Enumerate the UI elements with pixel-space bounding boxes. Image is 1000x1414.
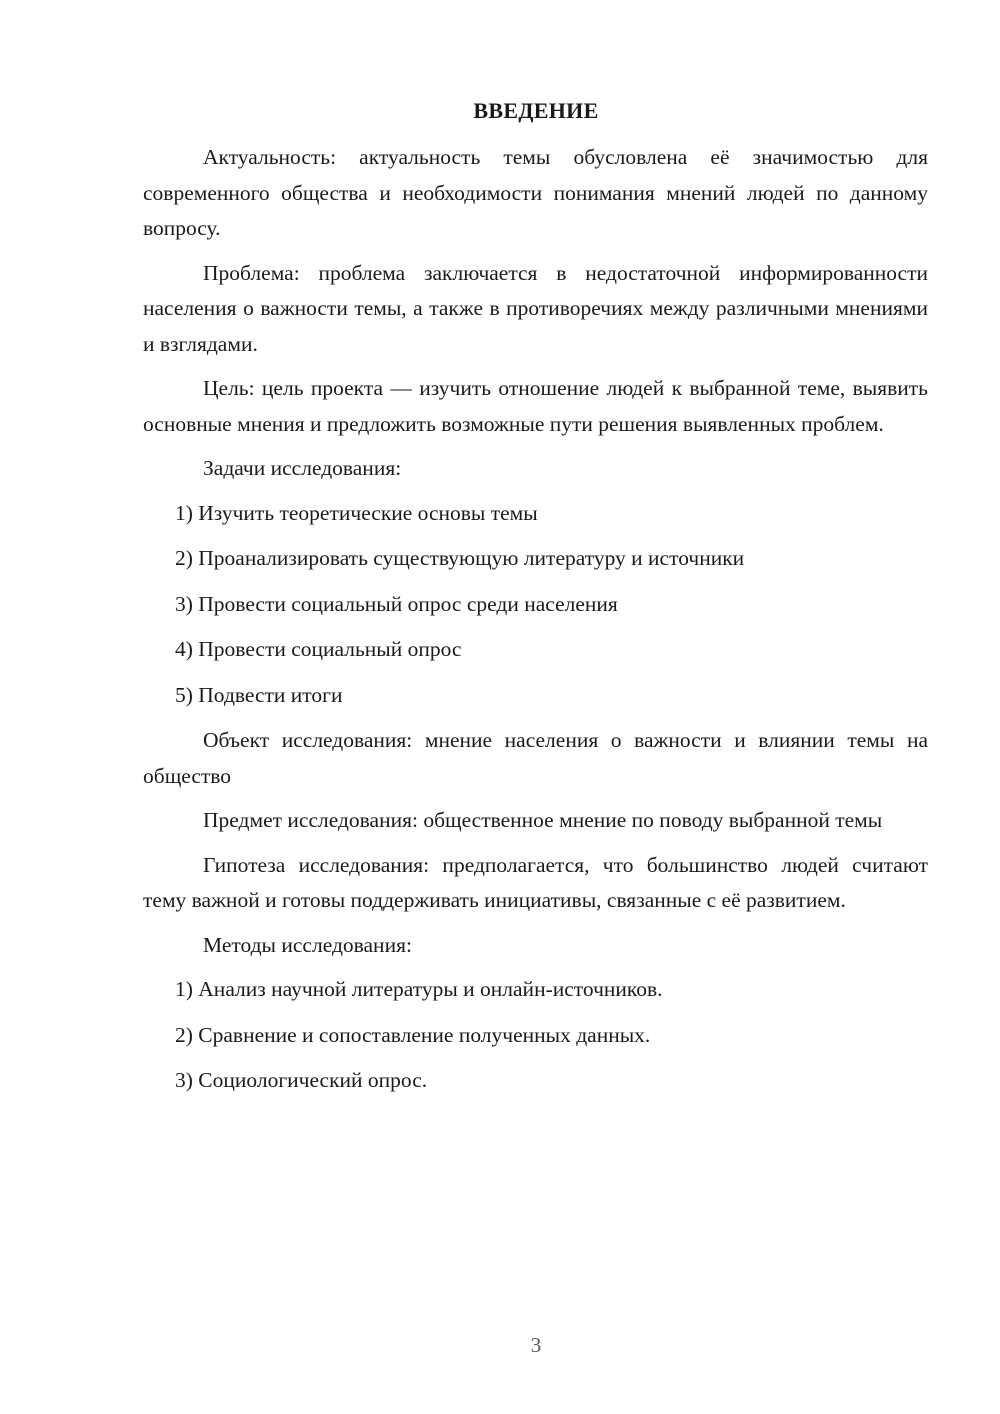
list-item: 1) Изучить теоретические основы темы [175, 500, 538, 525]
list-item: 1) Анализ научной литературы и онлайн-источников. [175, 977, 663, 1001]
list-item: 2) Сравнение и сопоставление полученных данных. [175, 1022, 651, 1047]
object-paragraph: Объект исследования: мнение населения о важности и влиянии темы на общество [143, 728, 928, 788]
page-number: 3 [530, 1333, 542, 1357]
tasks-heading: Задачи исследования: [203, 456, 402, 480]
list-item: 3) Провести социальный опрос среди населения [175, 591, 618, 616]
hypothesis-paragraph: Гипотеза исследования: предполагается, что большинство людей считают тему важной и готовы поддерживать инициативы, связанные с её развитием. [143, 852, 928, 912]
methods-heading: Методы исследования: [203, 932, 412, 957]
list-item: 2) Проанализировать существующую литературу и источники [175, 546, 745, 570]
list-item: 5) Подвести итоги [175, 682, 343, 707]
document-body [143, 140, 928, 1109]
subject-paragraph: Предмет исследования: общественное мнение по поводу выбранной темы [203, 808, 883, 832]
methods-list [143, 972, 928, 1099]
tasks-list [143, 496, 928, 714]
page-title: ВВЕДЕНИЕ [473, 98, 599, 123]
list-item: 3) Социологический опрос. [175, 1068, 428, 1092]
goal-paragraph: Цель: цель проекта — изучить отношение людей к выбранной теме, выявить основные мнения и предложить возможные пути решения выявленных проблем. [143, 376, 928, 436]
problem-paragraph: Проблема: проблема заключается в недостаточной информированности населения о важности темы, а также в противоречиях между различными мнениями и взглядами. [143, 260, 928, 356]
relevance-paragraph: Актуальность: актуальность темы обусловлена её значимостью для современного общества и необходимости понимания мнений людей по данному вопросу. [143, 145, 928, 240]
list-item: 4) Провести социальный опрос [175, 637, 462, 661]
